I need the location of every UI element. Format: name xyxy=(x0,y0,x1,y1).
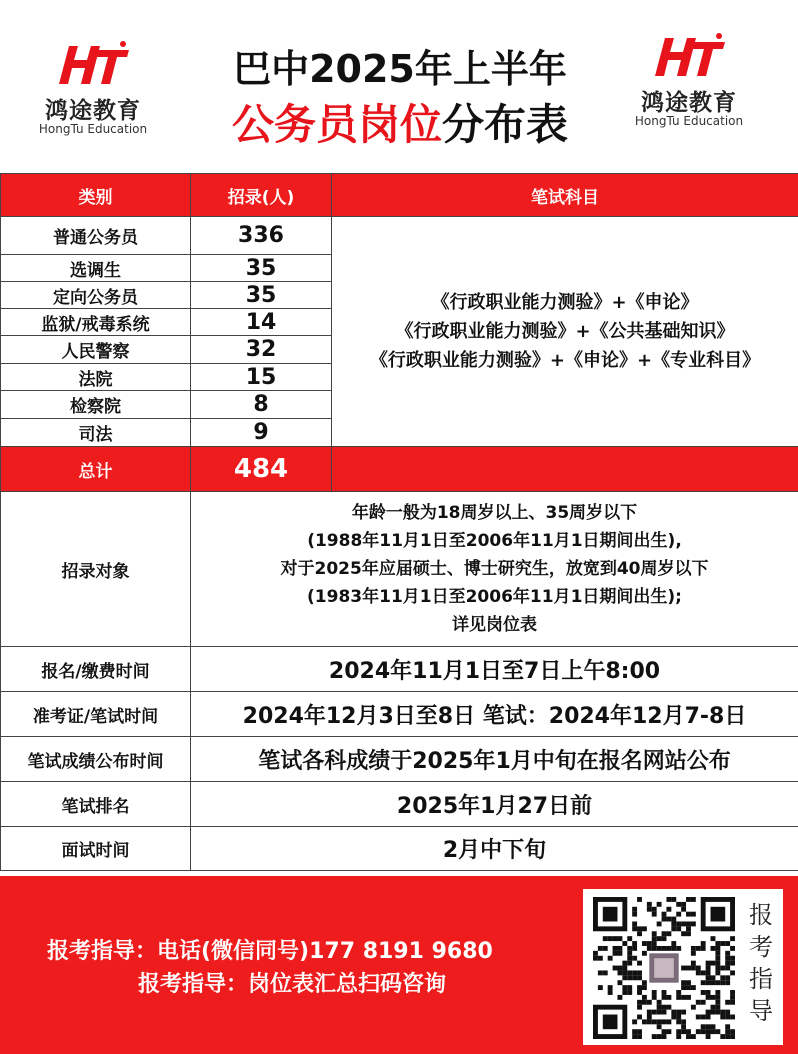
row-category: 人民警察 xyxy=(1,336,191,364)
row-category: 检察院 xyxy=(1,391,191,419)
logo-right xyxy=(614,32,764,142)
row-category: 定向公务员 xyxy=(1,282,191,309)
qr-label-char: 指 xyxy=(749,965,773,993)
table-row xyxy=(1,217,798,255)
info-label: 笔试排名 xyxy=(1,782,191,827)
exam-subject-line: 《行政职业能力测验》+《公共基础知识》 xyxy=(395,321,735,342)
info-value: 2025年1月27日前 xyxy=(191,782,798,827)
total-label: 总计 xyxy=(1,447,191,492)
row-count: 9 xyxy=(191,419,332,447)
target-line: (1983年11月1日至2006年11月1日期间出生); xyxy=(307,587,682,607)
logo-cn-text: 鸿途教育 xyxy=(45,98,141,124)
title-red-text: 公务员岗位 xyxy=(231,100,442,149)
qr-card xyxy=(583,889,783,1045)
logo-en-text: HongTu Education xyxy=(38,122,148,136)
hongtu-logo-icon xyxy=(649,32,729,80)
target-line: 年龄一般为18周岁以上、35周岁以下 xyxy=(351,503,638,523)
row-count: 14 xyxy=(191,309,332,336)
guide-phone-text: 报考指导：电话(微信同号)177 8191 9680 xyxy=(47,939,493,964)
logo-en-text: HongTu Education xyxy=(634,114,744,128)
qr-label-char: 报 xyxy=(749,901,773,929)
info-row xyxy=(1,782,798,827)
qr-label-char: 考 xyxy=(749,933,773,961)
row-category: 普通公务员 xyxy=(1,217,191,255)
row-count: 336 xyxy=(191,217,332,255)
header-exam: 笔试科目 xyxy=(332,174,798,217)
qr-code-icon[interactable] xyxy=(593,897,735,1039)
position-table xyxy=(0,173,798,871)
info-row xyxy=(1,827,798,871)
qr-vertical-label xyxy=(743,899,779,1027)
info-value: 2024年11月1日至7日上午8:00 xyxy=(191,647,798,692)
exam-subject-line: 《行政职业能力测验》+《申论》+《专业科目》 xyxy=(369,350,761,371)
target-row xyxy=(1,492,798,647)
page-title-line1: 巴中2025年上半年 xyxy=(233,47,567,91)
table-header-row xyxy=(1,174,798,217)
qr-label-char: 导 xyxy=(749,997,773,1025)
logo-left xyxy=(18,40,168,150)
total-empty xyxy=(332,447,798,492)
page-title-line2 xyxy=(180,92,620,152)
info-value: 2024年12月3日至8日 笔试：2024年12月7-8日 xyxy=(191,692,798,737)
total-row xyxy=(1,447,798,492)
row-category: 法院 xyxy=(1,364,191,391)
logo-cn-text: 鸿途教育 xyxy=(641,90,737,116)
info-row xyxy=(1,647,798,692)
hongtu-logo-icon xyxy=(53,40,133,88)
info-label: 面试时间 xyxy=(1,827,191,871)
info-value: 2月中下旬 xyxy=(191,827,798,871)
exam-subjects-cell xyxy=(332,217,798,447)
header-count: 招录(人) xyxy=(191,174,332,217)
title-black-text: 分布表 xyxy=(442,100,569,149)
target-label: 招录对象 xyxy=(1,492,191,647)
target-content xyxy=(191,492,798,647)
target-line: (1988年11月1日至2006年11月1日期间出生), xyxy=(307,531,682,551)
row-category: 司法 xyxy=(1,419,191,447)
info-row xyxy=(1,737,798,782)
info-label: 笔试成绩公布时间 xyxy=(1,737,191,782)
row-category: 监狱/戒毒系统 xyxy=(1,309,191,336)
row-count: 15 xyxy=(191,364,332,391)
info-row xyxy=(1,692,798,737)
row-count: 8 xyxy=(191,391,332,419)
target-line: 对于2025年应届硕士、博士研究生，放宽到40周岁以下 xyxy=(280,559,709,579)
row-count: 35 xyxy=(191,255,332,282)
total-value: 484 xyxy=(191,447,332,492)
info-label: 准考证/笔试时间 xyxy=(1,692,191,737)
exam-subject-line: 《行政职业能力测验》+《申论》 xyxy=(431,292,699,313)
info-label: 报名/缴费时间 xyxy=(1,647,191,692)
guide-qr-text: 报考指导：岗位表汇总扫码咨询 xyxy=(138,972,447,997)
header-category: 类别 xyxy=(1,174,191,217)
row-category: 选调生 xyxy=(1,255,191,282)
row-count: 32 xyxy=(191,336,332,364)
info-value: 笔试各科成绩于2025年1月中旬在报名网站公布 xyxy=(191,737,798,782)
target-line: 详见岗位表 xyxy=(452,615,537,635)
row-count: 35 xyxy=(191,282,332,309)
